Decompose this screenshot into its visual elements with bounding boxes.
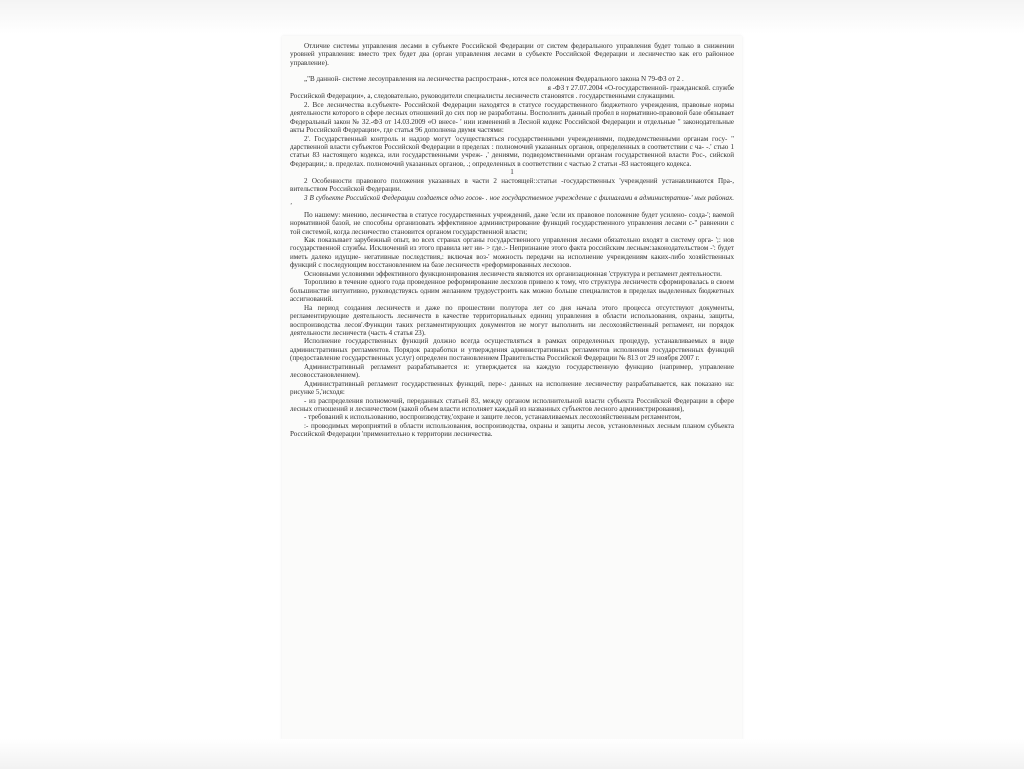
paragraph-reform: Торопливо в течение одного года проведенное реформирование лесхозов привело к тому, что структура лесничеств сформировалась в своем большинстве интуитивно, руководствуясь одним желанием трудоустроить как можно больше специалистов в пределах выделенных бюджетных ассигнований. (290, 278, 734, 304)
paragraph-federal-law: „"В данной- системе лесоуправления на лесничества распространя-, ются все положения Федерального закона N 79-ФЗ от 2 . (304, 75, 684, 84)
paragraph-legal-status: 2 Особенности правового положения указанных в части 2 настоящей::статьи -государственных 'учреждений устанавливаются Пра-, вительством Российской Федерации. (290, 176, 734, 194)
list-item-powers: - из распределения полномочий, переданных статьей 83, между органом исполнительной власти субъекта Российской Федерации в сфере лесных отношений и лесничеством (какой объем власти исполняет каждый из названных субъектов лесного администрирования), (290, 396, 734, 414)
document-page (282, 36, 742, 740)
paragraph-law-reference: я -ФЗ т 27.07.2004 «О-государственной- гражданской. службе (547, 83, 734, 92)
list-item-requirements: - требований к использованию, воспроизводству,'охране и защите лесов, устанавливаемых лесохозяйственным регламентом, (304, 413, 681, 422)
paragraph-item-3: 3 В субъекте Российской Федерации создается одно госов- . ное государственное учреждение с филиалами в административ-' ных районах. ' (290, 193, 734, 211)
paragraph-state-functions: Исполнение государственных функций должно всегда осуществляться в рамках определенных процедур, устанавливаемых в виде административных регламентов. Порядок разработки и утверждения административных регламентов исполнения государственных функций (предоставление государственных услуг) определен постановлением Правительства Российской Федерации № 813 от 29 ноября 2007 г. (290, 337, 734, 363)
paragraph-opinion: По нашему: мнению, лесничества в статусе государственных учреждений, даже 'если их правовое положение будет усилено- созда-'; ваемой нормативной базой, не способны организовать эффективное администрирование функций государственного управления лесами с-" равнении с той системой, когда лесничество становится органом государственной власти; (290, 210, 734, 236)
paragraph-missing-documents: На период создания лесничеств и даже по прошествии полутора лет со дня начала этого процесса отсутствуют документы, регламентирующие деятельность лесничеств в качестве территориальных единиц управления в области использования, охраны, защиты, воспроизводства лесов'.Функции таких регламентирующих документов не могут выполнить ни лесохозяйственный регламент, ни порядок деятельности лесничеств (часть 4 статья 23). (290, 303, 734, 337)
list-item-activities: :- проводимых мероприятий в области использования, воспроизводства, охраны и защиты лесов, установленных лесным планом субъекта Российской Федерации 'применительно к территории лесничества. (290, 421, 734, 439)
paragraph-intro: Отличие системы управления лесами в субъекте Российской Федерации от систем федерального управления будет только в снижении уровней управления: вместо трех будет два (орган управления лесами в субъекте Российской Федерации и лесничество как его районное управление). (290, 42, 734, 67)
viewer-top-bar (0, 0, 1024, 34)
paragraph-main-conditions: Основными условиями эффективного функционирования лесничеств являются их организационная 'структура и регламент деятельности. (304, 269, 722, 278)
paragraph-foreign-experience: Как показывает зарубежный опыт, во всех странах органы государственного управления лесами обязательно входят в систему орга- ';: нов государственной службы. Исключений из этого правила нет ни- > где.:- Непризнание этого факта российским лесным:законодательством -': будет иметь далеко идущие- негативные последствия,: включая воз-' можность передачи на исполнение учреждениям каких-либо хозяйственных функций с последующим восстановлением на базе лесничеств «реформированных лесхозов. (290, 235, 734, 270)
paragraph-admin-regulation: Административный регламент разрабатывается и: утверждается на каждую государственную функцию (например, управление лесовосстановлением). (290, 362, 734, 380)
viewer-bottom-bar (0, 739, 1024, 769)
paragraph-regulation-basis: Административный регламент государственных функций, пере-: данных на исполнение лесничеству разрабатывается, как показано на: рисунке 5,'исходя: (290, 379, 734, 397)
document-body (290, 42, 734, 439)
paragraph-control-supervision: 2'. Государственный контроль и надзор могут 'осуществляться государственными учреждениями, подведомственными органам госу- " дарственной власти субъектов Российской Федерации в пределах : полномочий указанных органов, определенных в соответствии с ча- -.' стью 1 статьи 83 настоящего кодекса, или государственными учреж- ,' дениями, подведомственными органам государственной власти Рос-, сийской Федерации,: в. пределах. полномочий указанных органов, .; определенных в соответствии с частью 2 статьи -83 настоящего кодекса. (290, 134, 734, 168)
paragraph-civil-servants: Российской Федерации», а, следовательно, руководители специалисты лесничеств становятся . государственными служащими. (290, 92, 675, 101)
paragraph-item-2: 2. Все лесничества в.субъекте- Российской Федерации находятся в статусе государственного бюджетного учреждения, правовые нормы деятельности которого в сфере лесных отношений до сих пор не разработаны. Восполнить данный пробел в нормативно-правовой базе обязывает Федеральный закон № 32.-ФЗ от 14.03.2009 «О внесе- ' нии изменений в Лесной кодекс Российской Федерации и отдельные " законодательные акты Российской Федерации», где статья 96 дополнена двумя частями: (290, 100, 734, 135)
page-marker: 1 (510, 168, 514, 177)
